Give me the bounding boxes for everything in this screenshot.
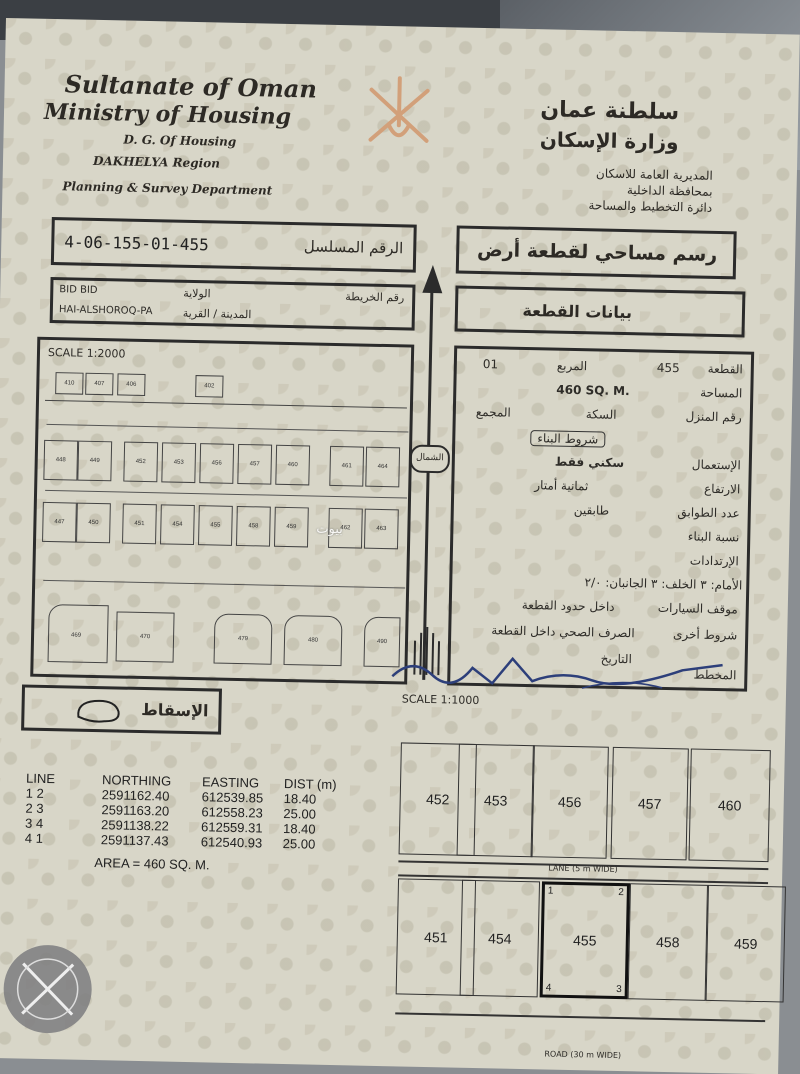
plot-data-title-box — [455, 285, 746, 337]
detail-plot: 458 — [628, 883, 708, 1001]
small-plot: 451 — [122, 504, 157, 545]
height-label: الارتفاع — [703, 481, 741, 497]
planner-label: المخطط — [693, 667, 737, 683]
date-label: التاريخ — [600, 651, 633, 667]
location-box — [50, 277, 416, 331]
north-arrow-shaft — [422, 275, 433, 680]
detail-map-bottom-row — [396, 878, 768, 1002]
wilayat-value: BID BID — [59, 284, 98, 296]
coordinate-cell: 3 4 — [24, 815, 44, 831]
corner-label: 1 — [547, 885, 554, 897]
header-country: Sultanate of Oman — [64, 69, 318, 104]
wilayat-label: الولاية — [183, 286, 211, 301]
small-plot: 455 — [198, 505, 233, 546]
complex-label: المجمع — [475, 404, 511, 420]
serial-number-value: 4-06-155-01-455 — [64, 232, 209, 255]
small-plot: 450 — [76, 503, 111, 544]
floors-label: عدد الطوابق — [677, 505, 740, 521]
detail-plot: 452 — [399, 742, 477, 856]
location-map-box — [30, 337, 414, 685]
small-plot: 458 — [236, 506, 271, 547]
parking-label: موقف السيارات — [657, 600, 738, 617]
header-ar-dg: المديرية العامة للاسكان — [595, 166, 713, 183]
small-plot: 461 — [329, 446, 364, 487]
small-map-row-1 — [43, 440, 406, 492]
use-value: سكني فقط — [554, 454, 625, 471]
street-label: السكة — [585, 407, 617, 422]
corner-label: 3 — [616, 983, 622, 996]
oman-emblem-icon — [358, 69, 440, 151]
coordinates-table — [24, 771, 366, 876]
plot-number: 455 — [656, 360, 680, 376]
small-map-lane-line — [45, 490, 407, 499]
coordinate-cell: 2591162.40 — [101, 787, 170, 804]
other-conditions-value: الصرف الصحي داخل القطعة — [491, 623, 635, 641]
setbacks-value: الأمام: ٣ الخلف: ٣ الجانبان: ٢/٠ — [584, 575, 743, 593]
area-total: AREA = 460 SQ. M. — [94, 855, 210, 873]
coordinate-cell: 2591137.43 — [100, 832, 169, 849]
header-region: DAKHELYA Region — [92, 153, 221, 171]
coordinates-header: DIST (m) — [283, 775, 337, 793]
small-plot: 448 — [43, 440, 78, 481]
serial-number-box — [51, 217, 417, 273]
coordinate-cell: 1 2 — [25, 785, 45, 801]
coordinate-cell: 2591138.22 — [100, 817, 169, 834]
small-plot: 449 — [77, 441, 112, 482]
other-conditions-label: شروط أخرى — [672, 627, 738, 643]
house-number-label: رقم المنزل — [685, 409, 742, 425]
small-plot: 410 — [55, 372, 83, 395]
detail-map — [394, 742, 781, 1070]
detail-plot: 454 — [460, 880, 540, 998]
coordinates-rows — [25, 786, 366, 853]
coordinate-cell: 612558.23 — [201, 804, 264, 821]
small-map-road-line — [46, 424, 408, 433]
building-conditions-title: شروط البناء — [530, 430, 605, 448]
header-ar-ministry: وزارة الإسكان — [539, 127, 679, 155]
small-plot: 447 — [42, 502, 77, 543]
small-plot: 459 — [274, 507, 309, 548]
use-label: الإستعمال — [691, 457, 741, 473]
height-value: ثمانية أمتار — [534, 478, 589, 494]
small-plot: 407 — [85, 373, 113, 396]
north-arrow-head-icon — [420, 265, 445, 295]
coordinate-cell: 25.00 — [282, 835, 316, 852]
small-plot: 456 — [199, 443, 234, 484]
city-label: المدينة / القرية — [182, 306, 252, 322]
ministry-stamp-icon — [0, 938, 99, 1040]
small-map-row-2 — [42, 502, 405, 554]
coordinates-header: EASTING — [201, 774, 260, 791]
corner-label: 4 — [545, 982, 552, 994]
small-plot: 469 — [71, 632, 82, 639]
survey-document — [0, 18, 800, 1074]
area-value: 460 SQ. M. — [556, 382, 630, 399]
area-label: المساحة — [700, 385, 743, 401]
projection-label: الإسقاط — [141, 699, 209, 721]
coordinate-cell: 4 1 — [24, 830, 44, 846]
detail-plot: 453 — [457, 744, 535, 858]
detail-map-top-row — [399, 742, 771, 860]
small-map-top-strip — [45, 370, 408, 409]
header-ar-governorate: بمحافظة الداخلية — [626, 183, 713, 199]
small-plot: 460 — [275, 445, 310, 486]
road-label: ROAD (30 m WIDE) — [544, 1049, 622, 1061]
city-value: HAI-ALSHOROQ-PA — [58, 304, 153, 318]
small-plot: 454 — [160, 504, 195, 545]
coordinate-cell: 18.40 — [283, 790, 317, 807]
coordinate-cell: 612559.31 — [200, 819, 263, 836]
large-map-scale: SCALE 1:1000 — [401, 692, 480, 708]
coordinate-cell: 25.00 — [283, 805, 317, 822]
small-map-main-road — [43, 580, 405, 589]
projection-box — [21, 684, 222, 734]
coordinate-cell: 18.40 — [282, 820, 316, 837]
header-ar-country: سلطنة عمان — [540, 97, 680, 126]
coordinates-header: NORTHING — [101, 772, 172, 789]
detail-plot: 459 — [706, 885, 786, 1003]
floors-value: طابقين — [573, 503, 610, 518]
detail-plot — [540, 881, 630, 999]
small-plot: 464 — [365, 447, 400, 488]
small-plot: 457 — [237, 444, 272, 485]
setbacks-label: الإرتدادات — [689, 553, 739, 569]
detail-plot: 460 — [689, 749, 771, 863]
projection-shape-icon — [74, 697, 125, 726]
header-dg: D. G. Of Housing — [123, 132, 237, 149]
detail-plot: 457 — [611, 747, 689, 861]
small-plot: 453 — [161, 442, 196, 483]
block-label: المربع — [556, 358, 588, 374]
document-title-box — [456, 225, 737, 279]
selected-plot-number: 455 — [572, 932, 597, 949]
watermark-text: بيوت — [316, 521, 344, 538]
coordinate-cell: 612540.93 — [200, 834, 263, 851]
small-plot: 480 — [284, 615, 343, 666]
document-title: رسم مساحي لقطعة أرض — [476, 238, 718, 266]
detail-plot: 456 — [531, 745, 609, 859]
coordinate-cell: 612539.85 — [201, 789, 264, 806]
road-line — [395, 1012, 765, 1022]
coordinate-cell: 2591163.20 — [101, 802, 170, 819]
detail-plot: 451 — [396, 878, 476, 996]
north-label: الشمال — [415, 452, 444, 464]
small-plot: 463 — [364, 509, 399, 550]
serial-number-label: الرقم المسلسل — [303, 237, 404, 258]
header-ministry: Ministry of Housing — [43, 98, 292, 130]
small-plot: 452 — [123, 442, 158, 483]
lane-label: LANE (5 m WIDE) — [548, 863, 618, 874]
block-number: 01 — [482, 357, 499, 372]
plot-data-title: بيانات القطعة — [522, 300, 633, 323]
coordinates-header: LINE — [25, 770, 56, 787]
small-plot: 490 — [363, 617, 400, 668]
north-label-badge — [410, 445, 451, 474]
coordinate-cell: 2 3 — [25, 800, 44, 816]
small-plot: 402 — [195, 375, 223, 398]
building-ratio-label: نسبة البناء — [687, 529, 740, 545]
header-ar-department: دائرة التخطيط والمساحة — [588, 198, 713, 215]
small-plot: 479 — [214, 613, 273, 664]
corner-label: 2 — [618, 887, 624, 899]
parking-value: داخل حدود القطعة — [521, 597, 615, 614]
plot-label: القطعة — [707, 361, 743, 377]
small-plot: 462 — [328, 508, 363, 549]
small-plot: 470 — [116, 611, 175, 662]
map-number-label: رقم الخريطة — [345, 290, 405, 305]
small-map-scale: SCALE 1:2000 — [47, 345, 126, 361]
header-department: Planning & Survey Department — [62, 179, 273, 198]
small-plot: 406 — [117, 373, 145, 396]
